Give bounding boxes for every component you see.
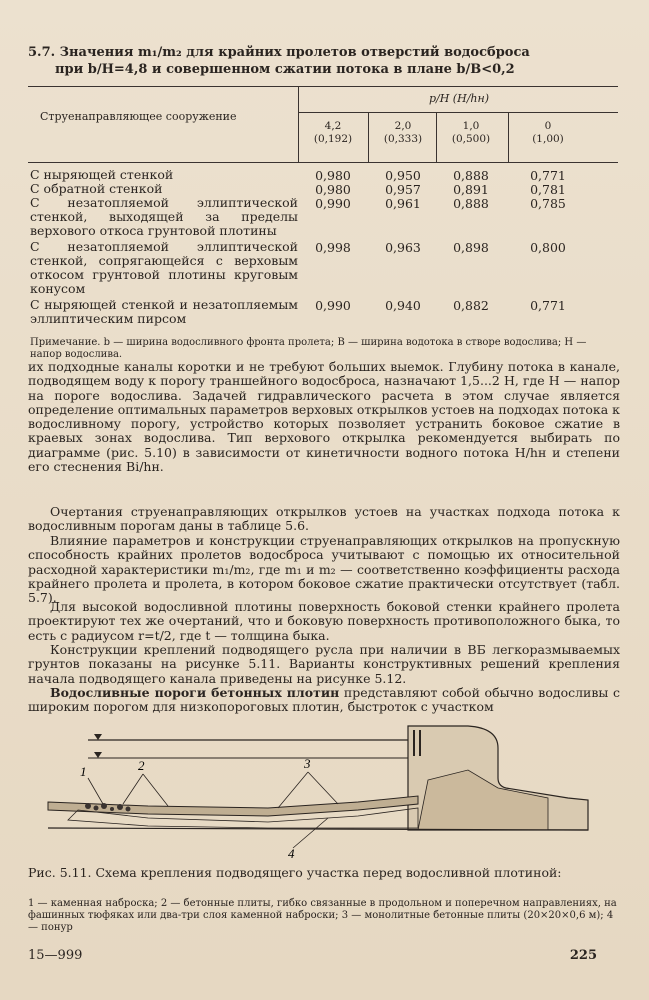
- table-cell: 0,898: [453, 240, 489, 255]
- table-cell: 0,888: [453, 196, 489, 211]
- figure-label-4: 4: [288, 846, 295, 858]
- signature-mark: 15—999: [28, 948, 83, 963]
- table-cell: 0,950: [385, 168, 421, 183]
- table-cell: 0,882: [453, 298, 489, 313]
- paragraph: Для высокой водосливной плотины поверхность боковой стенки крайнего пролета проектируют тех же очертаний, что и боковую поверхность противоположного быка, то есть с радиусом r=t/2, где t — толщина быка.: [28, 599, 620, 643]
- figure-label-2: 2: [138, 758, 145, 773]
- table-cell: 0,771: [530, 298, 566, 313]
- paragraph: [28, 686, 620, 715]
- figure-5-11: [28, 718, 618, 858]
- table-cell: 0,980: [315, 168, 351, 183]
- table-top-header: p/H (H/hн): [428, 92, 490, 105]
- leader-line: [88, 778, 103, 804]
- table-cell: 0,785: [530, 196, 566, 211]
- table-cell: 0,963: [385, 240, 421, 255]
- concrete-mass: [418, 770, 548, 830]
- table-cell: 0,957: [385, 182, 421, 197]
- paragraph: Конструкции креплений подводящего русла при наличии в ВБ легкоразмываемых грунтов показаны на рисунке 5.11. Варианты конструктивных решений крепления начала подводящего канала приведены на рисунке 5.12.: [28, 642, 620, 686]
- leader-line: [123, 774, 143, 804]
- leader-line: [308, 772, 338, 804]
- table-cell: 0,800: [530, 240, 566, 255]
- paragraph: Очертания струенаправляющих открылков устоев на участках подхода потока к водосливным порогам даны в таблице 5.6.: [28, 504, 620, 534]
- table-note: Примечание. b — ширина водосливного фронта пролета; B — ширина водотока в створе водослива; H — напор водослива.: [30, 337, 587, 360]
- water-marker-icon: [94, 734, 102, 740]
- page-number: 225: [569, 948, 597, 963]
- table-row: С незатопляемой эллиптической стенкой, выходящей за пределы верхового откоса грунтовой плотины: [30, 195, 298, 238]
- table-top-rule: [28, 86, 618, 87]
- column-header: 4,2 (0,192): [313, 120, 353, 145]
- table-title: [28, 44, 628, 78]
- figure-caption: Рис. 5.11. Схема крепления подводящего участка перед водосливной плотиной:: [28, 865, 562, 880]
- table-cell: 0,998: [315, 240, 351, 255]
- column-header: 1,0 (0,500): [451, 120, 491, 145]
- figure-label-1: 1: [80, 764, 87, 779]
- leader-line: [278, 772, 308, 808]
- table-cell: 0,990: [315, 298, 351, 313]
- paragraph-rest: представляют собой обычно водосливы с широким порогом для низкопороговых плотин, быстроток с участком: [28, 685, 620, 715]
- table-cell: 0,771: [530, 168, 566, 183]
- paragraph: их подходные каналы коротки и не требуют больших выемок. Глубину потока в канале, подводящем воду к порогу траншейного водосброса, назначают 1,5...2 H, где H — напор на пороге водослива. Задачей гидравлического расчета в этом случае является определение оптимальных параметров верховых открылков устоев на подходах потока к водосливному порогу, устройство которых позволяет устранить боковое сжатие в краевых зонах водослива. Тип верхового открылка рекомендуется выбирать по диаграмме (рис. 5.10) в зависимости от кинетичности водного потока H/hн и степени его стеснения Bi/hн.: [28, 359, 620, 475]
- figure-label-3: 3: [304, 756, 311, 771]
- table-row: С незатопляемой эллиптической стенкой, сопрягающейся с верховым откосом грунтовой плотины круговым конусом: [30, 239, 298, 296]
- leader-line: [293, 818, 328, 848]
- paragraph-bold-lead: Водосливные пороги бетонных плотин: [50, 685, 340, 700]
- table-subheader-rule: [298, 112, 618, 113]
- table-row: С ныряющей стенкой и незатопляемым эллиптическим пирсом: [30, 297, 298, 326]
- table-cell: 0,891: [453, 182, 489, 197]
- table-cell: 0,980: [315, 182, 351, 197]
- table-cell: 0,990: [315, 196, 351, 211]
- column-header: 2,0 (0,333): [383, 120, 423, 145]
- table-left-header: Струенаправляющее сооружение: [40, 110, 237, 123]
- table-cell: 0,961: [385, 196, 421, 211]
- column-header: 0 (1,00): [532, 120, 564, 145]
- paragraph: Влияние параметров и конструкции струенаправляющих открылков на пропускную способность крайних пролетов водосброса учитывают с помощью их относительной расходной характеристики m₁/m₂, где m₁ и m₂ — соответственно коэффициенты расхода крайнего пролета и пролета, в котором боковое сжатие практически отсутствует (табл. 5.7).: [28, 533, 620, 606]
- figure-legend: 1 — каменная наброска; 2 — бетонные плиты, гибко связанные в продольном и поперечном направлениях, на фашинных тюфяках или два-три слоя каменной наброски; 3 — монолитные бетонные плиты (20×20×0,6 м); 4 — понур: [28, 898, 617, 933]
- table-row: С ныряющей стенкой: [30, 167, 174, 182]
- table-cell: 0,940: [385, 298, 421, 313]
- table-header-rule: [28, 162, 618, 163]
- leader-line: [143, 774, 168, 806]
- table-title-line1: 5.7. Значения m₁/m₂ для крайних пролетов отверстий водосброса: [28, 45, 530, 60]
- table-row: С обратной стенкой: [30, 181, 163, 196]
- water-marker-icon: [94, 752, 102, 758]
- table-cell: 0,781: [530, 182, 566, 197]
- table-cell: 0,888: [453, 168, 489, 183]
- table-title-line2: при b/H=4,8 и совершенном сжатии потока в плане b/B<0,2: [55, 62, 515, 77]
